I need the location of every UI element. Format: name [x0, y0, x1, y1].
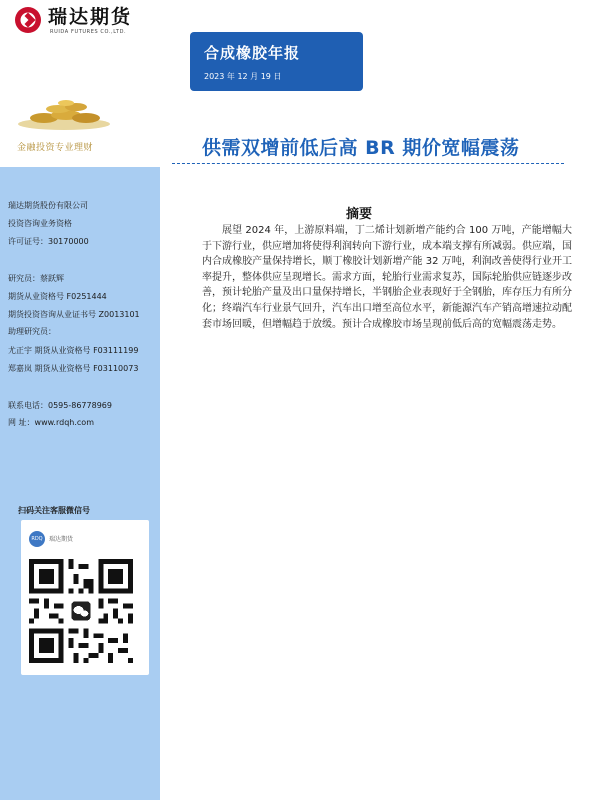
brand-name-en: RUIDA FUTURES CO.,LTD.: [50, 29, 127, 35]
researcher-consult-no: 期货投资咨询从业证书号 Z0013101: [8, 310, 140, 319]
assistant-1: 尤正宇 期货从业资格号 F03111199: [8, 346, 139, 355]
qr-card: [21, 520, 149, 675]
brand-logo: [14, 6, 164, 38]
qr-code-icon[interactable]: [29, 559, 133, 663]
report-title: 供需双增前低后高 BR 期价宽幅震荡: [202, 137, 520, 159]
assistant-2: 郑嘉岚 期货从业资格号 F03110073: [8, 364, 139, 373]
title-divider: [172, 163, 564, 164]
license-number: 许可证号：30170000: [8, 237, 89, 246]
sidebar: [0, 167, 160, 800]
gold-coins-icon: [14, 98, 114, 132]
researcher-futures-no: 期货从业资格号 F0251444: [8, 292, 107, 301]
website: 网 址：www.rdqh.com: [8, 418, 94, 427]
brand-name: 瑞达期货: [48, 6, 133, 28]
report-tag: [190, 32, 363, 91]
summary-body: 展望 2024 年，上游原料端，丁二烯计划新增产能约合 100 万吨，产能增幅大于下游行业，供应增加将使得利润转向下游行业，成本端支撑有所减弱。供应端，国内合成橡胶产量保持增长，顺丁橡胶计划新增产能 32 万吨，利润改善使得行业开工率提升，整体供应呈现增长。需求方面，轮胎行业需求复苏，国际轮胎供应链逐步改善，预计轮胎产量及出口量保持增长，半钢胎企业表现好于全钢胎，库存压力有所分化；终端汽车行业景气回升，汽车出口增至高位水平，新能源汽车产销高增速拉动配套市场回暖，但增幅趋于放缓。预计合成橡胶市场呈现前低后高的宽幅震荡走势。: [202, 225, 572, 330]
company-name: 瑞达期货股份有限公司: [8, 201, 88, 210]
researcher: 研究员：蔡跃辉: [8, 274, 64, 283]
wechat-account-avatar-icon: RDQ: [29, 531, 45, 547]
qr-caption: 扫码关注客服微信号: [18, 506, 90, 515]
assistant-label: 助理研究员：: [8, 327, 56, 336]
phone: 联系电话：0595-86778969: [8, 401, 112, 410]
ruida-logo-icon: [14, 6, 42, 34]
report-date: 2023 年 12 月 19 日: [204, 72, 282, 81]
summary-heading: 摘要: [346, 207, 373, 222]
slogan: 金融投资专业理财: [17, 143, 94, 153]
qr-account-name: 瑞达期货: [49, 536, 74, 543]
qualification: 投资咨询业务资格: [8, 219, 72, 228]
report-type: 合成橡胶年报: [204, 44, 301, 62]
